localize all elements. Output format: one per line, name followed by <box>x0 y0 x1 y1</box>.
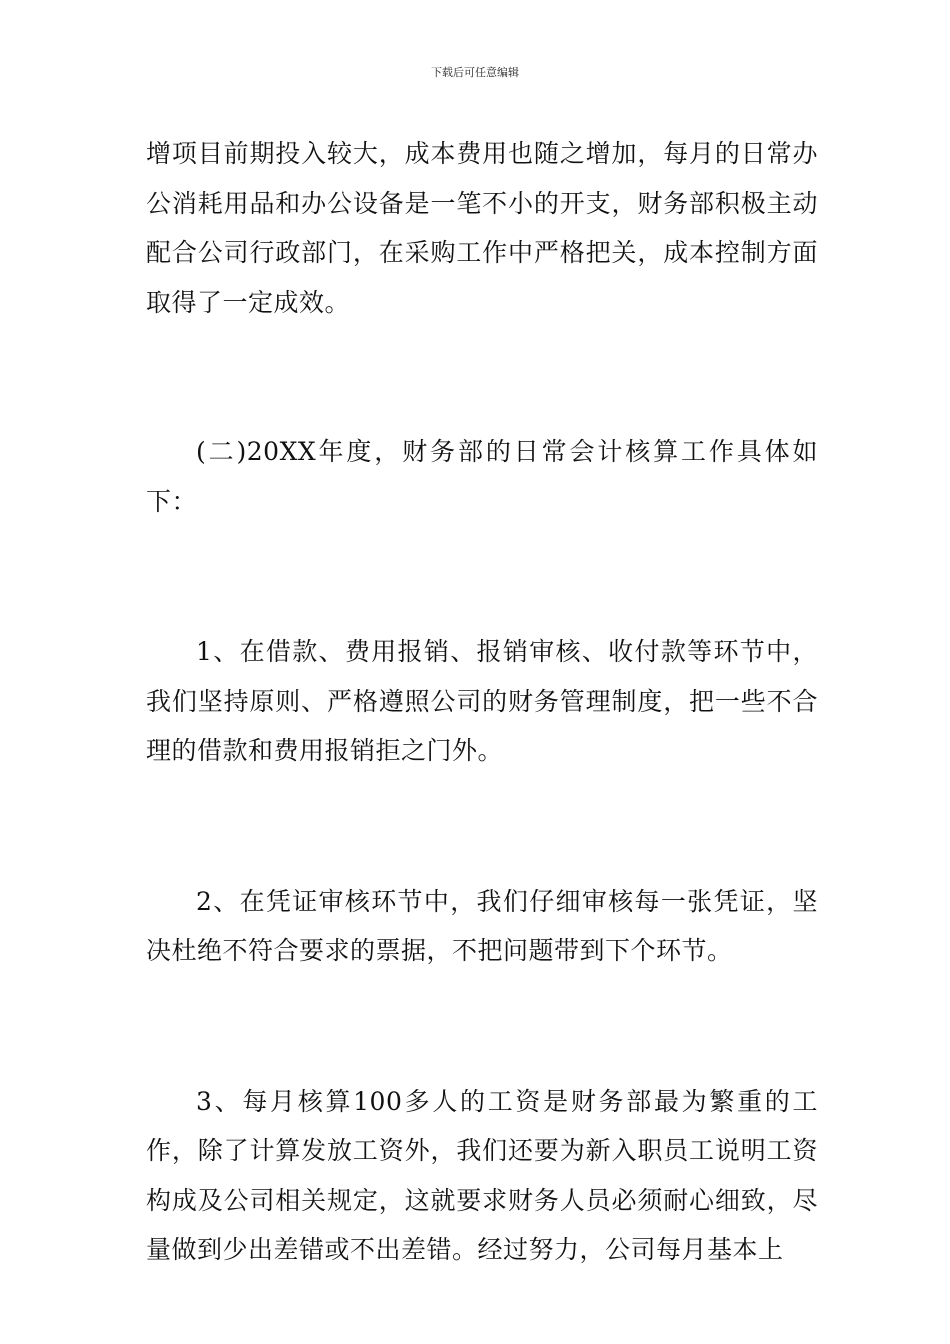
paragraph-cost-control: 增项目前期投入较大，成本费用也随之增加，每月的日常办公消耗用品和办公设备是一笔不小的开支，财务部积极主动配合公司行政部门，在采购工作中严格把关，成本控制方面取得了一定成效。 <box>146 139 818 317</box>
paragraph-spacer <box>146 526 818 627</box>
header-note: 下载后可任意编辑 <box>431 66 519 79</box>
section-heading-accounting: (二)20XX年度，财务部的日常会计核算工作具体如下： <box>146 437 818 516</box>
paragraph-spacer <box>146 327 818 427</box>
paragraph-spacer <box>146 776 818 877</box>
paragraph-spacer <box>146 976 818 1077</box>
paragraph-item-1: 1、在借款、费用报销、报销审核、收付款等环节中，我们坚持原则、严格遵照公司的财务管理制度，把一些不合理的借款和费用报销拒之门外。 <box>146 637 818 765</box>
document-body <box>146 129 818 1275</box>
paragraph-item-3: 3、每月核算100多人的工资是财务部最为繁重的工作，除了计算发放工资外，我们还要为新入职员工说明工资构成及公司相关规定，这就要求财务人员必须耐心细致，尽量做到少出差错或不出差错。经过努力，公司每月基本上 <box>146 1086 818 1264</box>
paragraph-item-2: 2、在凭证审核环节中，我们仔细审核每一张凭证，坚决杜绝不符合要求的票据，不把问题带到下个环节。 <box>146 886 818 965</box>
